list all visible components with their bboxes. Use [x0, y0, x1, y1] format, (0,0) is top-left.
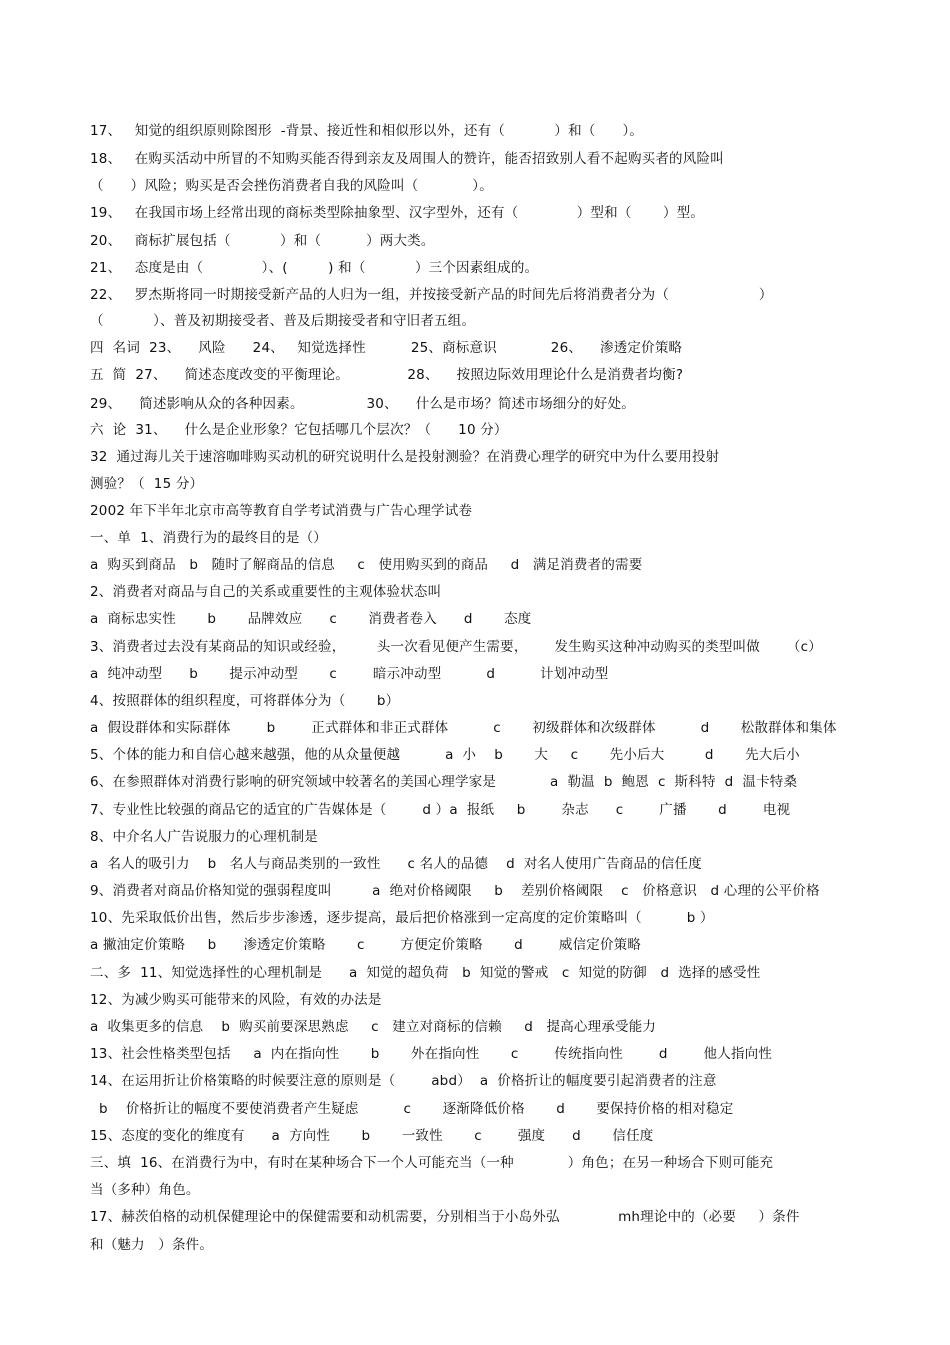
- text-line: 五 简 27、 简述态度改变的平衡理论。 28、 按照边际效用理论什么是消费者均衡?: [90, 367, 684, 383]
- text-line: 3、消费者过去没有某商品的知识或经验， 头一次看见便产生需要， 发生购买这种冲动购买的类型叫做 （c）: [90, 639, 822, 655]
- text-line: a 纯冲动型 b 提示冲动型 c 暗示冲动型 d 计划冲动型: [90, 666, 609, 682]
- text-line: a 名人的吸引力 b 名人与商品类别的一致性 c 名人的品德 d 对名人使用广告商品的信任度: [90, 856, 702, 872]
- text-line: b 价格折让的幅度不要使消费者产生疑虑 c 逐渐降低价格 d 要保持价格的相对稳定: [90, 1101, 734, 1117]
- text-line: 9、消费者对商品价格知觉的强弱程度叫 a 绝对价格阈限 b 差别价格阈限 c 价格意识 d 心理的公平价格: [90, 883, 820, 899]
- text-line: 17、 知觉的组织原则除图形 -背景、接近性和相似形以外，还有（ ）和（ ）。: [90, 123, 644, 139]
- text-line: 测验？（ 15 分）: [90, 476, 204, 492]
- text-line: a 商标忠实性 b 品牌效应 c 消费者卷入 d 态度: [90, 611, 532, 627]
- text-line: 12、为减少购买可能带来的风险，有效的办法是: [90, 992, 382, 1008]
- text-line: 二、多 11、知觉选择性的心理机制是 a 知觉的超负荷 b 知觉的警戒 c 知觉的防御 d 选择的感受性: [90, 965, 761, 981]
- text-line: 4、按照群体的组织程度，可将群体分为（ b）: [90, 693, 400, 709]
- text-line: （ ）风险；购买是否会挫伤消费者自我的风险叫（ ）。: [90, 178, 493, 194]
- text-line: 13、社会性格类型包括 a 内在指向性 b 外在指向性 c 传统指向性 d 他人指向性: [90, 1046, 773, 1062]
- text-line: a 购买到商品 b 随时了解商品的信息 c 使用购买到的商品 d 满足消费者的需要: [90, 557, 643, 573]
- text-line: 和（魅力 ）条件。: [90, 1237, 214, 1253]
- text-line: 当（多种）角色。: [90, 1182, 200, 1198]
- text-line: a 假设群体和实际群体 b 正式群体和非正式群体 c 初级群体和次级群体 d 松散群体和集体: [90, 720, 837, 736]
- text-line: （ ）、普及初期接受者、普及后期接受者和守旧者五组。: [90, 313, 476, 329]
- text-line: 20、 商标扩展包括（ ）和（ ）两大类。: [90, 233, 435, 249]
- text-line: 5、个体的能力和自信心越来越强，他的从众量便越 a 小 b 大 c 先小后大 d 先大后小: [90, 747, 800, 763]
- text-line: 32 通过海儿关于速溶咖啡购买动机的研究说明什么是投射测验？在消费心理学的研究中为什么要用投射: [90, 449, 720, 465]
- text-line: 6、在参照群体对消费行影响的研究领域中较著名的美国心理学家是 a 勒温 b 鲍恩 c 斯科特 d 温卡特桑: [90, 774, 798, 790]
- text-line: 17、赫茨伯格的动机保健理论中的保健需要和动机需要，分别相当于小岛外弘 mh理论中的（必要 ）条件: [90, 1209, 800, 1225]
- text-line: 六 论 31、 什么是企业形象？它包括哪几个层次？（ 10 分）: [90, 422, 508, 438]
- text-line: 29、 简述影响从众的各种因素。 30、 什么是市场？简述市场细分的好处。: [90, 396, 635, 412]
- text-line: 一、单 1、消费行为的最终目的是（）: [90, 530, 327, 546]
- text-line: 三、填 16、在消费行为中，有时在某种场合下一个人可能充当（一种 ）角色；在另一种场合下则可能充: [90, 1155, 774, 1171]
- text-line: 14、在运用折让价格策略的时候要注意的原则是（ abd） a 价格折让的幅度要引起消费者的注意: [90, 1073, 717, 1089]
- text-line: 10、先采取低价出售，然后步步渗透，逐步提高，最后把价格涨到一定高度的定价策略叫（ b ）: [90, 910, 714, 926]
- text-line: a 收集更多的信息 b 购买前要深思熟虑 c 建立对商标的信赖 d 提高心理承受能力: [90, 1019, 657, 1035]
- text-line: 19、 在我国市场上经常出现的商标类型除抽象型、汉字型外，还有（ ）型和（ ）型。: [90, 205, 705, 221]
- text-line: 2002 年下半年北京市高等教育自学考试消费与广告心理学试卷: [90, 503, 473, 519]
- text-line: 7、专业性比较强的商品它的适宜的广告媒体是（ d ）a 报纸 b 杂志 c 广播 d 电视: [90, 802, 791, 818]
- text-line: 2、消费者对商品与自己的关系或重要性的主观体验状态叫: [90, 584, 442, 600]
- text-line: 四 名词 23、 风险 24、 知觉选择性 25、商标意识 26、 渗透定价策略: [90, 340, 683, 356]
- text-line: 18、 在购买活动中所冒的不知购买能否得到亲友及周围人的赞许，能否招致别人看不起购买者的风险叫: [90, 151, 724, 167]
- text-line: a 撇油定价策略 b 渗透定价策略 c 方便定价策略 d 威信定价策略: [90, 937, 642, 953]
- text-line: 21、 态度是由（ ）、( ) 和（ ）三个因素组成的。: [90, 260, 539, 276]
- text-line: 15、态度的变化的维度有 a 方向性 b 一致性 c 强度 d 信任度: [90, 1128, 654, 1144]
- text-line: 22、 罗杰斯将同一时期接受新产品的人归为一组，并按接受新产品的时间先后将消费者分为（ ）: [90, 287, 773, 303]
- text-line: 8、中介名人广告说服力的心理机制是: [90, 829, 318, 845]
